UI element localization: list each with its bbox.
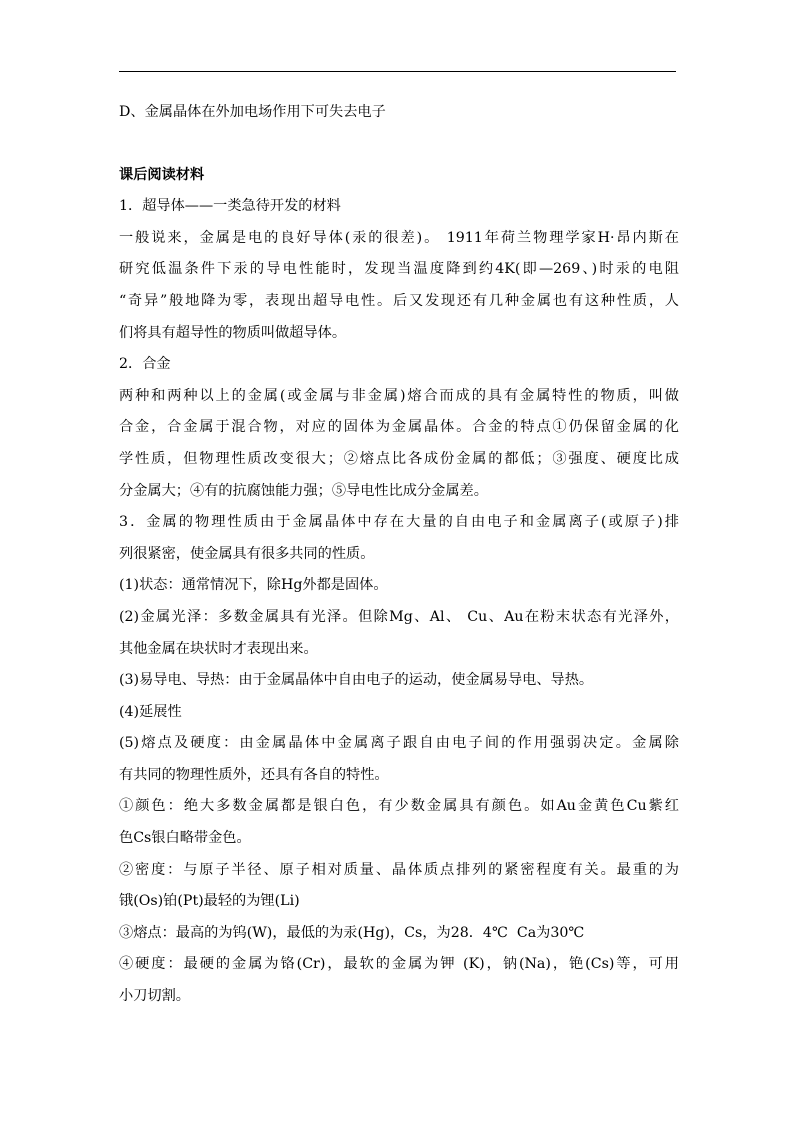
item1-title: 1．超导体——一类急待开发的材料 [119,198,341,215]
section-gap [119,129,679,160]
document-body [119,97,679,1013]
item3-line-15: ④硬度：最硬的金属为铬(Cr)，最软的金属为钾 (K)，钠(Na)，铯(Cs)等，可用 [119,956,679,973]
item3-line-7: (4)延展性 [119,703,182,720]
item2-line-2: 合金，合金属于混合物，对应的固体为金属晶体。合金的特点①仍保留金属的化 [119,419,679,436]
item1-line-4: 们将具有超导性的物质叫做超导体。 [119,324,347,341]
item3-line-1: 3．金属的物理性质由于金属晶体中存在大量的自由电子和金属离子(或原子)排 [119,514,679,531]
item3-line-6: (3)易导电、导热：由于金属晶体中自由电子的运动，使金属易导电、导热。 [119,672,594,689]
item3-line-9: 有共同的物理性质外，还具有各自的特性。 [119,766,389,783]
header-rule [119,71,676,72]
item2-line-3: 学性质，但物理性质改变很大；②熔点比各成份金属的都低；③强度、硬度比成 [119,450,679,467]
option-d-text: D、金属晶体在外加电场作用下可失去电子 [119,104,386,120]
item3-line-12: ②密度：与原子半径、原子相对质量、晶体质点排列的紧密程度有关。最重的为 [119,861,679,878]
item2-title: 2．合金 [119,356,171,373]
item3-line-11: 色Cs银白略带金色。 [119,830,251,847]
item3-line-2: 列很紧密，使金属具有很多共同的性质。 [119,545,375,562]
item2-line-4: 分金属大；④有的抗腐蚀能力强；⑤导电性比成分金属差。 [119,482,488,499]
item3-line-16: 小刀切割。 [119,988,190,1005]
item3-line-3: (1)状态：通常情况下，除Hg外都是固体。 [119,577,388,594]
item3-line-5: 其他金属在块状时才表现出来。 [119,640,318,657]
item1-line-3: “奇异”般地降为零，表现出超导电性。后又发现还有几种金属也有这种性质，人 [119,292,679,309]
item3-line-4: (2)金属光泽：多数金属具有光泽。但除Mg、Al、 Cu、Au在粉末状态有光泽外， [119,608,679,625]
item3-line-10: ①颜色：绝大多数金属都是银白色，有少数金属具有颜色。如Au金黄色Cu紫红 [119,798,679,815]
item3-line-14: ③熔点：最高的为钨(W)，最低的为汞(Hg)，Cs，为28．4℃ Ca为30℃ [119,924,585,941]
section-title: 课后阅读材料 [119,166,205,183]
item1-line-2: 研究低温条件下汞的导电性能时，发现当温度降到约4K(即—269、)时汞的电阻 [119,261,679,278]
item2-line-1: 两种和两种以上的金属(或金属与非金属)熔合而成的具有金属特性的物质，叫做 [119,387,679,404]
item3-line-13: 锇(Os)铂(Pt)最轻的为锂(Li) [119,893,300,910]
item1-line-1: 一般说来，金属是电的良好导体(汞的很差)。 1911年荷兰物理学家H·昂内斯在 [119,229,679,246]
item3-line-8: (5)熔点及硬度：由金属晶体中金属离子跟自由电子间的作用强弱决定。金属除 [119,735,679,752]
